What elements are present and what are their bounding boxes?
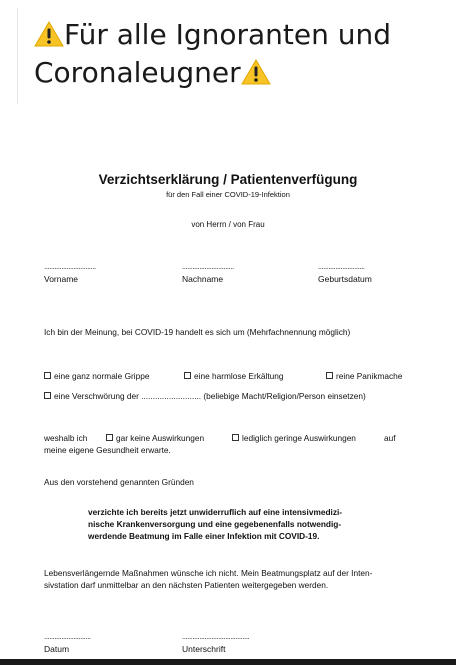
checkbox-panikmache [326, 372, 333, 379]
option-verschwoerung-label: eine Verschwörung der .......................... (beliebige Macht/Religion/Person einsetzen) [54, 391, 366, 401]
field-label-vorname: Vorname [44, 274, 79, 284]
checkbox-grippe [44, 372, 51, 379]
datum-line: ........................... [44, 632, 91, 641]
effects-weshalb: weshalb ich [44, 433, 88, 443]
option-verschwoerung [44, 390, 366, 402]
field-label-nachname: Nachname [182, 274, 224, 284]
effects-gesundheit: meine eigene Gesundheit erwarte. [44, 445, 171, 455]
nachname-line: .............................. [182, 262, 234, 271]
vorname-line: .............................. [44, 262, 96, 271]
post-title [34, 16, 444, 92]
effects-geringe [232, 432, 356, 444]
checkbox-geringe [232, 434, 239, 441]
declaration-line: verzichte ich bereits jetzt unwiderruflich auf eine intensivmedizi- [88, 507, 343, 517]
field-label-geburtsdatum: Geburtsdatum [318, 274, 372, 284]
warning-icon [241, 59, 271, 85]
warning-icon [34, 21, 64, 47]
effects-auf: auf [384, 433, 396, 443]
document-image [0, 104, 456, 659]
effects-keine-label: gar keine Auswirkungen [116, 433, 205, 443]
checkbox-verschwoerung [44, 392, 51, 399]
post-header [0, 0, 456, 104]
field-label-unterschrift: Unterschrift [182, 644, 226, 654]
reasons-line: Aus den vorstehend genannten Gründen [44, 477, 194, 487]
effects-geringe-label: lediglich geringe Auswirkungen [242, 433, 356, 443]
option-grippe-label: eine ganz normale Grippe [54, 371, 150, 381]
closing-line: Lebensverlängernde Maßnahmen wünsche ich nicht. Mein Beatmungsplatz auf der Inten- [44, 568, 373, 578]
opinion-intro: Ich bin der Meinung, bei COVID-19 handelt es sich um (Mehrfachnennung möglich) [44, 327, 351, 337]
checkbox-erkaeltung [184, 372, 191, 379]
addressee-line: von Herrn / von Frau [191, 220, 265, 229]
option-panikmache-label: reine Panikmache [336, 371, 403, 381]
closing-block [44, 567, 372, 591]
option-panikmache [326, 370, 402, 382]
checkbox-keine [106, 434, 113, 441]
document-subtitle: für den Fall einer COVID-19-Infektion [166, 190, 290, 199]
option-erkaeltung-label: eine harmlose Erkältung [194, 371, 284, 381]
bottom-bar [0, 659, 456, 665]
unterschrift-line: ....................................... [182, 632, 250, 641]
option-erkaeltung [184, 370, 283, 382]
closing-line: sivstation darf unmittelbar an den nächsten Patienten weitergegeben werden. [44, 580, 329, 590]
field-label-datum: Datum [44, 644, 70, 654]
geburtsdatum-line: ........................... [318, 262, 365, 271]
post-title-line1: Für alle Ignoranten und [64, 18, 392, 51]
declaration-block [88, 506, 388, 542]
post-title-line2: Coronaleugner [34, 56, 241, 89]
declaration-line: werdende Beatmung im Falle einer Infektion mit COVID-19. [88, 531, 320, 541]
post-left-border [17, 8, 18, 104]
option-grippe [44, 370, 149, 382]
effects-keine [106, 432, 204, 444]
declaration-line: nische Krankenversorgung und eine gegebenenfalls notwendig- [88, 519, 342, 529]
document-title: Verzichtserklärung / Patientenverfügung [98, 172, 358, 187]
